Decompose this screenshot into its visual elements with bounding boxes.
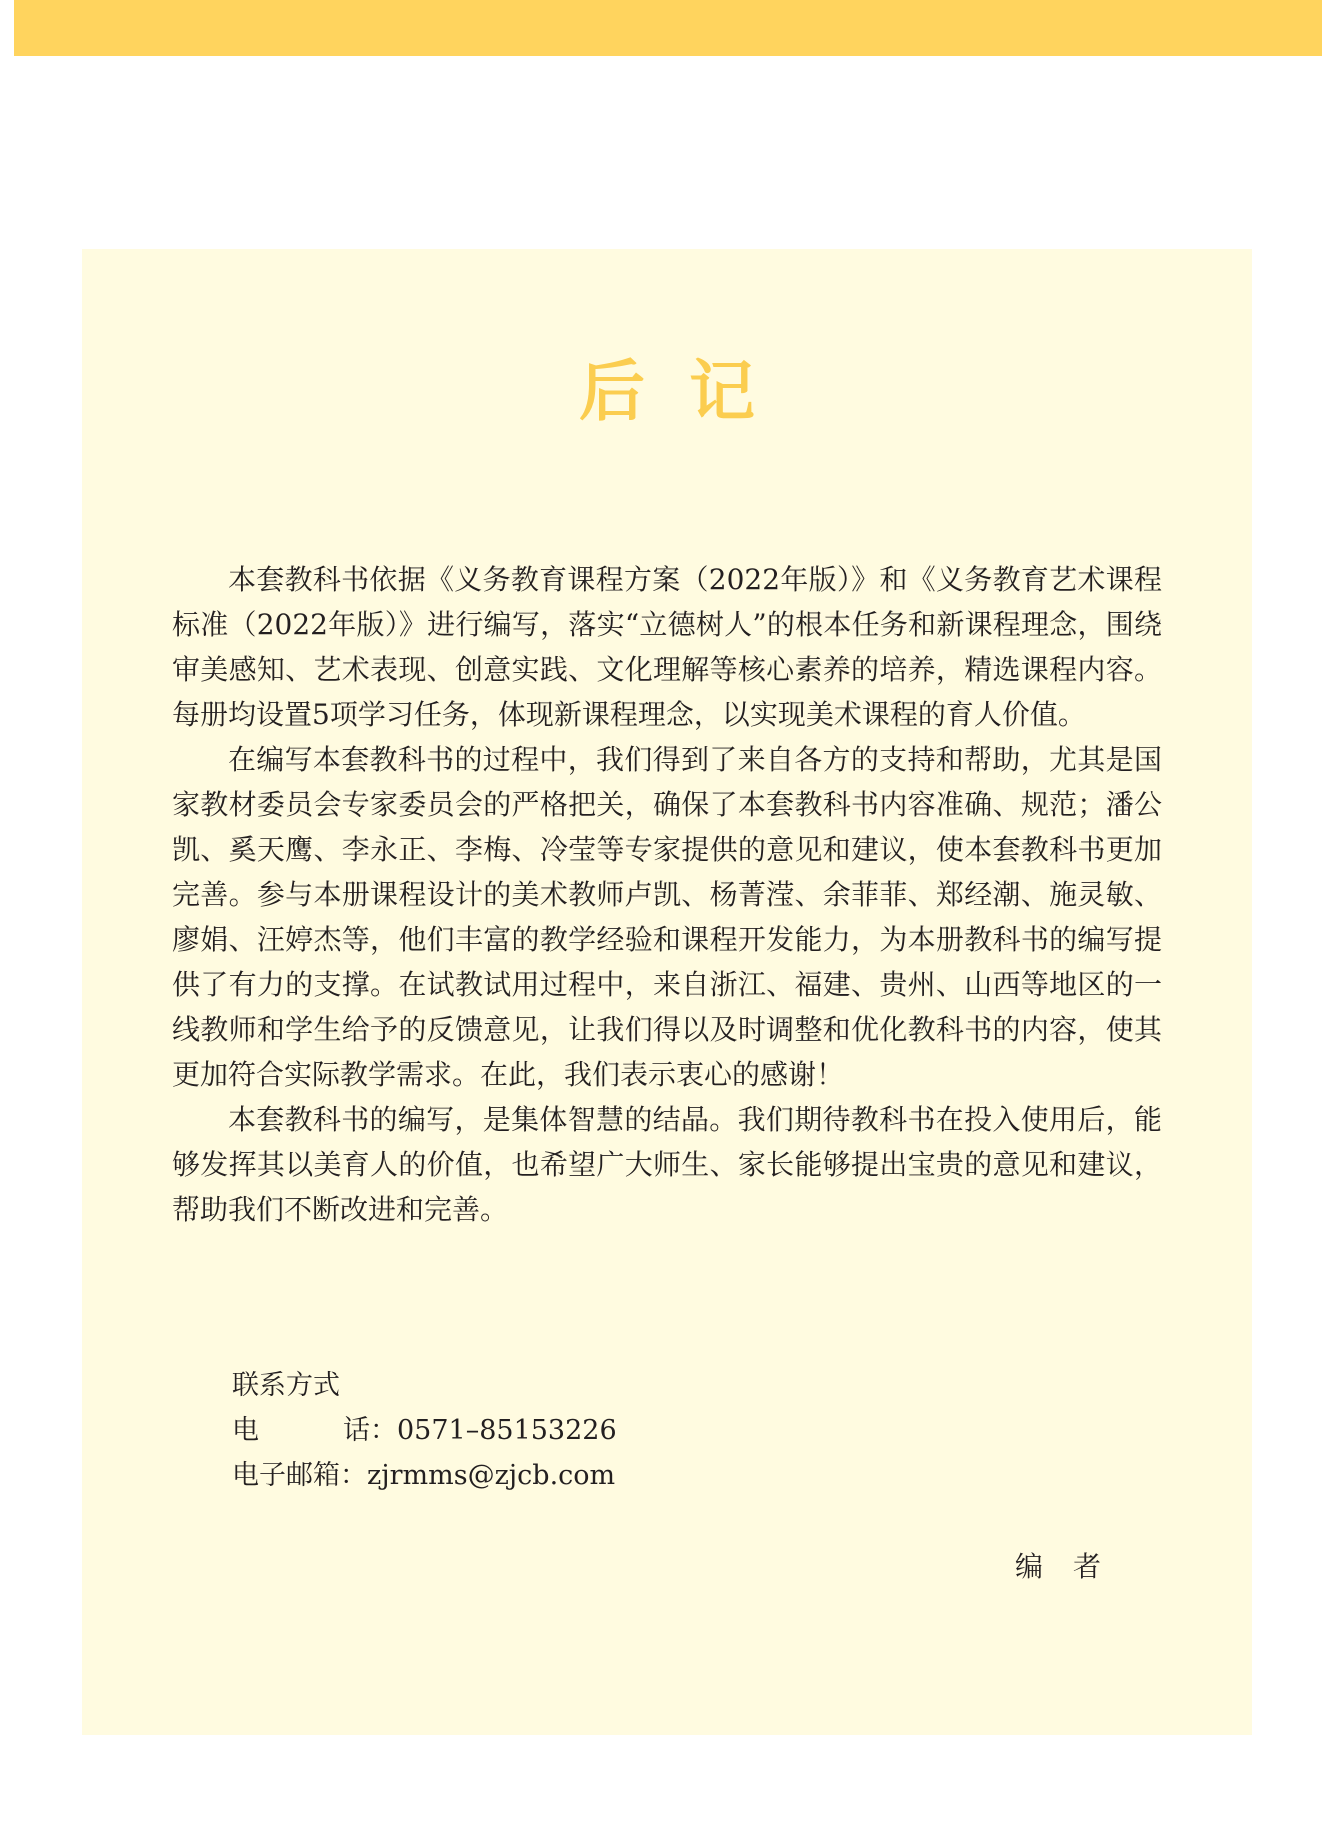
contact-heading: 联系方式 [232, 1370, 340, 1401]
signature-part1: 编 [1015, 1550, 1044, 1583]
paragraph-3: 本套教科书的编写，是集体智慧的结晶。我们期待教科书在投入使用后，能够发挥其以美育人的价值，也希望广大师生、家长能够提出宝贵的意见和建议，帮助我们不断改进和完善。 [172, 1103, 1162, 1226]
phone-row [232, 1408, 617, 1453]
phone-label-part2: 话： [343, 1415, 397, 1446]
email-label: 电子邮箱： [232, 1460, 367, 1491]
editor-signature [1015, 1547, 1101, 1587]
phone-number: 0571–85153226 [397, 1415, 617, 1446]
afterword-body [172, 557, 1162, 1232]
phone-label-part1: 电 [232, 1415, 259, 1446]
afterword-panel [82, 249, 1252, 1735]
signature-part2: 者 [1073, 1550, 1102, 1583]
paragraph-2: 在编写本套教科书的过程中，我们得到了来自各方的支持和帮助，尤其是国家教材委员会专家委员会的严格把关，确保了本套教科书内容准确、规范；潘公凯、奚天鹰、李永正、李梅、冷莹等专家提供的意见和建议，使本套教科书更加完善。参与本册课程设计的美术教师卢凯、杨菁滢、余菲菲、郑经潮、施灵敏、廖娟、汪婷杰等，他们丰富的教学经验和课程开发能力，为本册教科书的编写提供了有力的支撑。在试教试用过程中，来自浙江、福建、贵州、山西等地区的一线教师和学生给予的反馈意见，让我们得以及时调整和优化教科书的内容，使其更加符合实际教学需求。在此，我们表示衷心的感谢！ [172, 743, 1162, 1091]
header-accent-bar [14, 0, 1322, 56]
page-title: 后记 [579, 353, 799, 430]
email-row [232, 1453, 617, 1498]
paragraph-1: 本套教科书依据《义务教育课程方案（2022年版）》和《义务教育艺术课程标准（2022年版）》进行编写，落实“立德树人”的根本任务和新课程理念，围绕审美感知、艺术表现、创意实践、文化理解等核心素养的培养，精选课程内容。每册均设置5项学习任务，体现新课程理念，以实现美术课程的育人价值。 [172, 563, 1162, 731]
contact-info [232, 1363, 617, 1498]
email-address: zjrmms@zjcb.com [367, 1460, 616, 1491]
